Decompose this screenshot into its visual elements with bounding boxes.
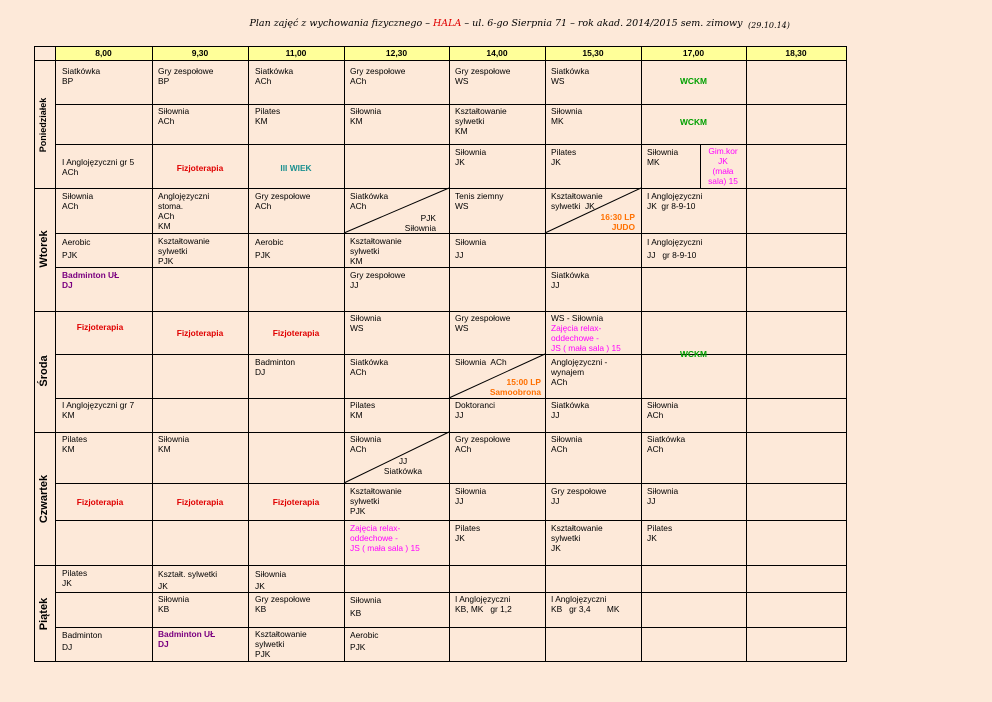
schedule-cell: Gry zespołowe ACh: [350, 66, 406, 86]
hour-header: 17,00: [682, 48, 705, 58]
schedule-cell: I Anglojęzyczni KB gr 3,4 MK: [551, 594, 620, 614]
schedule-cell: Siłownia ACh: [551, 434, 583, 454]
schedule-cell: Gry zespołowe WS: [455, 66, 511, 86]
schedule-cell: Kształtowanie sylwetki KM: [455, 106, 507, 136]
schedule-cell: Badminton UŁ DJ: [158, 629, 216, 649]
schedule-cell: Zajęcia relax- oddechowe - JS ( mała sala ) 15: [350, 523, 420, 553]
schedule-cell: Siatkówka ACh: [647, 434, 686, 454]
schedule-cell: Kształtowanie sylwetki PJK: [255, 629, 307, 659]
schedule-cell: Pilates KM: [350, 400, 376, 420]
title-highlight: HALA: [432, 18, 462, 29]
schedule-cell: Gry zespołowe BP: [158, 66, 214, 86]
schedule-cell: Pilates JK: [62, 568, 88, 588]
schedule-cell: Siłownia KM: [158, 434, 190, 454]
schedule-cell: 15:00 LP Samoobrona: [489, 377, 541, 397]
hour-header: 14,00: [486, 48, 508, 58]
schedule-cell: Siłownia ACh: [62, 191, 94, 211]
schedule-cell: WCKM: [680, 117, 707, 127]
schedule-cell: Siłownia KB: [350, 595, 382, 618]
schedule-cell: Gry zespołowe KB: [255, 594, 311, 614]
schedule-cell: Aerobic PJK: [255, 237, 284, 260]
schedule-cell: I Anglojęzyczni JK gr 8-9-10: [647, 191, 703, 211]
schedule-cell: Fizjoterapia: [272, 497, 320, 507]
schedule-cell: Badminton DJ: [255, 357, 296, 377]
schedule-cell: Siatkówka JJ: [551, 400, 590, 420]
schedule-cell: Siatkówka ACh: [350, 357, 389, 377]
schedule-cell: Siłownia ACh: [455, 357, 507, 367]
hour-header: 12,30: [385, 48, 408, 58]
schedule-cell: WCKM: [680, 349, 707, 359]
schedule-cell: Badminton UŁ DJ: [62, 270, 120, 290]
schedule-cell: Siłownia KM: [350, 106, 382, 126]
schedule-cell: Pilates KM: [255, 106, 281, 126]
hour-header: 11,00: [285, 48, 307, 58]
schedule-cell: Anglojęzyczni stoma. ACh KM: [158, 191, 210, 231]
day-label-wednesday: Środa: [38, 355, 50, 387]
schedule-cell: Gry zespołowe JJ: [551, 486, 607, 506]
schedule-cell: Gry zespołowe ACh: [455, 434, 511, 454]
schedule-cell: Kształtowanie sylwetki KM: [350, 236, 402, 266]
schedule-cell: Pilates JK: [551, 147, 577, 167]
schedule-cell: Kształtowanie sylwetki PJK: [158, 236, 210, 266]
schedule-cell: JJ Siatkówka: [383, 456, 423, 476]
schedule-cell: I Anglojęzyczni JJ gr 8-9-10: [647, 237, 703, 260]
schedule-cell: Fizjoterapia: [176, 163, 224, 173]
schedule-cell: Siatkówka JJ: [551, 270, 590, 290]
schedule-cell: Aerobic PJK: [62, 237, 91, 260]
schedule-cell: Siłownia JJ: [455, 237, 487, 260]
schedule-cell: I Anglojęzyczni gr 7 KM: [62, 400, 135, 420]
day-label-friday: Piątek: [38, 597, 50, 631]
hour-header: 15,30: [582, 48, 604, 58]
schedule-cell: 16:30 LP JUDO: [600, 212, 635, 232]
schedule-cell: Kształt. sylwetki JK: [158, 569, 218, 591]
schedule-cell: Kształtowanie sylwetki JK: [551, 191, 603, 211]
schedule-cell: Gry zespołowe WS: [455, 313, 511, 333]
title-part2: – ul. 6-go Sierpnia 71 – rok akad. 2014/2015 sem. zimowy: [461, 18, 743, 29]
schedule-cell: Fizjoterapia: [176, 328, 224, 338]
hour-header: 18,30: [785, 48, 807, 58]
schedule-cell: Siłownia MK: [647, 147, 679, 167]
schedule-cell: Siłownia JJ: [455, 486, 487, 506]
schedule-cell: Gim.kor JK (mała sala) 15: [708, 146, 738, 186]
schedule-cell: I Anglojęzyczni KB, MK gr 1,2: [455, 594, 512, 614]
schedule-cell: I Anglojęzyczni gr 5 ACh: [62, 157, 135, 177]
hour-header: 8,00: [95, 48, 112, 58]
title-date: (29.10.14): [748, 21, 790, 30]
schedule-cell: Badminton DJ: [62, 630, 103, 652]
schedule-cell: Gry zespołowe JJ: [350, 270, 406, 290]
schedule-cell: Kształtowanie sylwetki JK: [551, 523, 603, 553]
schedule-cell: Pilates KM: [62, 434, 88, 454]
hour-header: 9,30: [191, 48, 209, 58]
schedule-cell: Kształtowanie sylwetki PJK: [350, 486, 402, 516]
schedule-cell: Zajęcia relax- oddechowe - JS ( mała sala ) 15: [551, 323, 621, 353]
day-label-tuesday: Wtorek: [38, 230, 50, 268]
schedule-cell: Siatkówka ACh: [255, 66, 294, 86]
schedule-cell: PJK Siłownia: [404, 213, 436, 233]
schedule-cell: Siłownia ACh: [158, 106, 190, 126]
schedule-cell: WCKM: [680, 76, 707, 86]
schedule-cell: Tenis ziemny WS: [455, 191, 504, 211]
schedule-cell: Fizjoterapia: [76, 322, 124, 332]
schedule-cell: Siłownia JK: [455, 147, 487, 167]
schedule-cell: Pilates JK: [455, 523, 481, 543]
schedule-cell: Siatkówka WS: [551, 66, 590, 86]
schedule-cell: WS - Siłownia: [551, 313, 604, 323]
title-part1: Plan zajęć z wychowania fizycznego –: [249, 18, 433, 29]
schedule-cell: Siłownia KB: [158, 594, 190, 614]
day-label-thursday: Czwartek: [38, 474, 50, 524]
schedule-cell: Aerobic PJK: [350, 630, 379, 652]
schedule-cell: Gry zespołowe ACh: [255, 191, 311, 211]
schedule-cell: Anglojęzyczni - wynajem ACh: [551, 357, 608, 387]
schedule-cell: Siłownia MK: [551, 106, 583, 126]
schedule-cell: Siłownia ACh: [350, 434, 382, 454]
schedule-cell: Pilates JK: [647, 523, 673, 543]
schedule-cell: Siłownia JK: [255, 569, 287, 591]
schedule-cell: Siłownia JJ: [647, 486, 679, 506]
schedule-cell: Siatkówka ACh: [350, 191, 389, 211]
schedule-cell: III WIEK: [280, 163, 312, 173]
schedule-cell: Fizjoterapia: [76, 497, 124, 507]
schedule-cell: Doktoranci JJ: [455, 400, 496, 420]
schedule-cell: Siłownia ACh: [647, 400, 679, 420]
schedule-cell: Fizjoterapia: [272, 328, 320, 338]
schedule-cell: Fizjoterapia: [176, 497, 224, 507]
day-label-monday: Poniedziałek: [38, 97, 48, 153]
schedule-cell: Siłownia WS: [350, 313, 382, 333]
schedule-cell: Siatkówka BP: [62, 66, 101, 86]
